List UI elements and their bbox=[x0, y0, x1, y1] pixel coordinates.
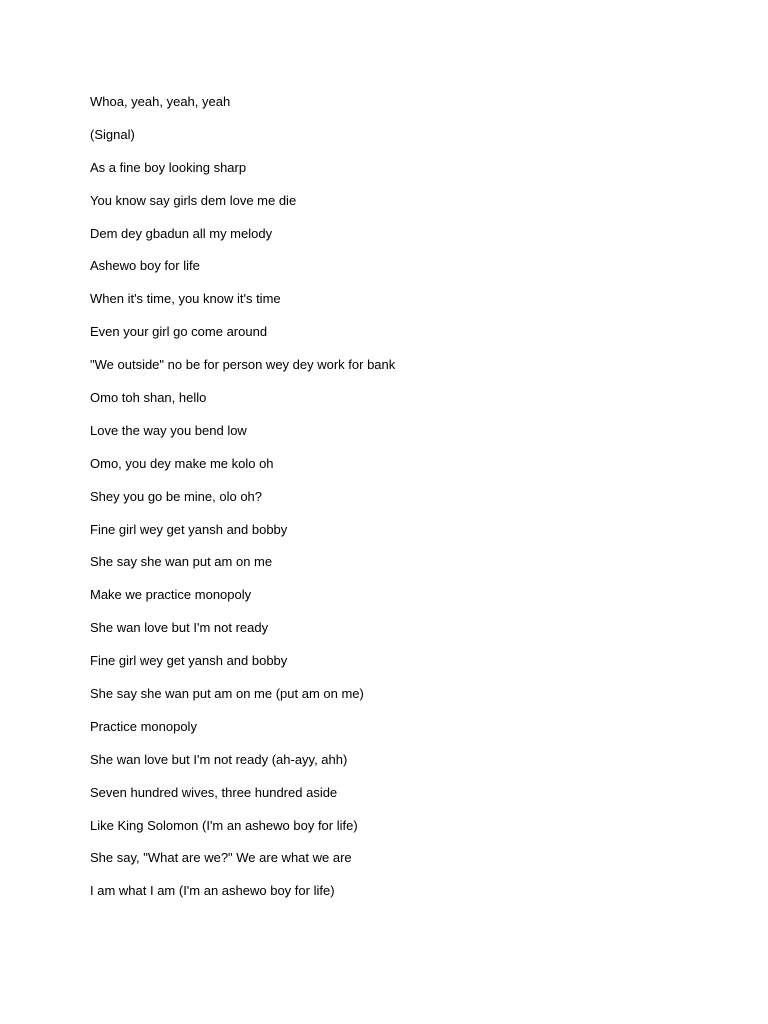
lyric-line: Omo, you dey make me kolo oh bbox=[90, 455, 274, 471]
lyric-line: She wan love but I'm not ready bbox=[90, 620, 269, 636]
lyric-line: Love the way you bend low bbox=[90, 422, 247, 438]
lyric-line: (Signal) bbox=[90, 126, 135, 142]
lyric-line: "We outside" no be for person wey dey work for bank bbox=[90, 357, 396, 373]
lyric-line: Ashewo boy for life bbox=[90, 258, 200, 274]
lyric-line: You know say girls dem love me die bbox=[90, 192, 297, 208]
lyric-line: She say she wan put am on me bbox=[90, 554, 273, 570]
lyric-line: Omo toh shan, hello bbox=[90, 390, 207, 406]
lyric-line: Shey you go be mine, olo oh? bbox=[90, 488, 263, 504]
lyric-line: Fine girl wey get yansh and bobby bbox=[90, 653, 288, 669]
lyric-line: She say she wan put am on me (put am on me) bbox=[90, 686, 364, 702]
lyric-line: Like King Solomon (I'm an ashewo boy for life) bbox=[90, 817, 358, 833]
lyric-line: When it's time, you know it's time bbox=[90, 291, 281, 307]
lyric-line: I am what I am (I'm an ashewo boy for life) bbox=[90, 883, 335, 899]
lyric-line: As a fine boy looking sharp bbox=[90, 159, 247, 175]
lyric-line: Make we practice monopoly bbox=[90, 587, 252, 603]
lyric-line: Practice monopoly bbox=[90, 718, 197, 734]
lyric-line: Even your girl go come around bbox=[90, 324, 268, 340]
lyric-line: Dem dey gbadun all my melody bbox=[90, 225, 273, 241]
lyric-line: Seven hundred wives, three hundred aside bbox=[90, 784, 338, 800]
lyrics-text bbox=[90, 93, 395, 915]
lyric-line: She say, "What are we?" We are what we are bbox=[90, 850, 352, 866]
lyric-line: Whoa, yeah, yeah, yeah bbox=[90, 94, 231, 109]
lyric-line: Fine girl wey get yansh and bobby bbox=[90, 521, 288, 537]
lyric-line: She wan love but I'm not ready (ah-ayy, ahh) bbox=[90, 751, 348, 767]
